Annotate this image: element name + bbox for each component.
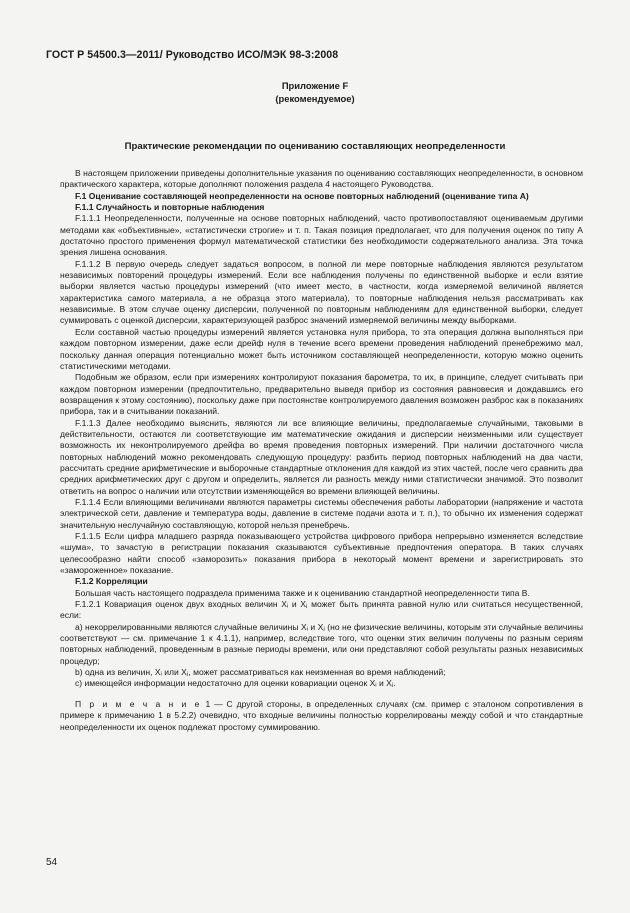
subsection-heading: F.1 Оценивание составляющей неопределенности на основе повторных наблюдений (оценивание типа А) [75, 190, 529, 201]
paragraph: F.1.1.4 Если влияющими величинами являются параметры системы обеспечения работы лаборатории (напряжение и частота электрической сети, давление и температура воды, давление в системе подачи азота и т. п.), то обычно их изменения содержат значительную неслучайную составляющую, которой нельзя пренебречь. [60, 496, 583, 530]
note-text: 1 — С другой стороны, в определенных случаях (см. пример с эталоном сопротивления в примере к примечанию 1 в 5.2.2) очевидно, что входные величины полностью коррелированы между собой и что стандартные неопределенности их оценок подлежат простому суммированию. [60, 698, 583, 732]
paragraph: F.1.1.5 Если цифра младшего разряда показывающего устройства цифрового прибора непрерывно изменяется вследствие «шума», то зачастую в регистрации показания сказываются субъективные предпочтения оператора. В таких случаях целесообразно найти способ «заморозить» показания прибора в некоторый момент времени и зарегистрировать это «замороженное» показание. [60, 531, 583, 576]
note-label: П р и м е ч а н и е [75, 698, 202, 709]
body-text [60, 168, 583, 733]
paragraph: В настоящем приложении приведены дополнительные указания по оцениванию составляющих неопределенности, в основном практического характера, которые дополняют положения раздела 4 настоящего Руководства. [60, 168, 583, 190]
paragraph: F.1.2.1 Ковариация оценок двух входных величин Xᵢ и Xⱼ может быть принята равной нулю или считаться несущественной, если: [60, 599, 583, 621]
list-item: c) имеющейся информации недостаточно для оценки ковариации оценок Xᵢ и Xⱼ. [75, 678, 396, 689]
paragraph: Если составной частью процедуры измерений является установка нуля прибора, то эта операция должна выполняться при каждом повторном измерении, даже если дрейф нуля в течение всего времени проведения наблюдений пренебрежимо мал, поскольку данная операция потенциально может быть источником составляющей неопределенности, которую можно оценить статистическими методами. [60, 326, 583, 371]
paragraph: F.1.1.2 В первую очередь следует задаться вопросом, в полной ли мере повторные наблюдения являются результатом независимых повторений процедуры измерений. Если все наблюдения получены по единственной выборке и если взятие выборки является частью процедуры измерений (что имеет место, в частности, когда измеряемой величиной является характеристика самого материала, а не образца этого материала), то повторные наблюдения нельзя рассматривать как независимые. В этом случае оценку дисперсии, полученной по повторным наблюдениям для единственной выборки, следует суммировать с оценкой дисперсии, характеризующей разброс значений измеряемой величины между выборками. [60, 258, 583, 326]
list-item: a) некоррелированными являются случайные величины Xᵢ и Xⱼ (но не физические величины, которым эти случайные величины соответствуют — см. примечание 1 к 4.1.1), например, вследствие того, что оценки этих величин получены по разным сериям повторных наблюдений, проведенным в разные периоды времени, или они представляют собой результаты разных независимых процедур; [60, 621, 583, 666]
subsection-heading: F.1.1 Случайность и повторные наблюдения [75, 202, 265, 213]
document-header: ГОСТ Р 54500.3—2011/ Руководство ИСО/МЭК 98-3:2008 [46, 49, 339, 61]
page-number: 54 [46, 857, 58, 868]
annex-status: (рекомендуемое) [275, 93, 355, 104]
note [60, 699, 583, 733]
paragraph: Подобным же образом, если при измерениях контролируют показания барометра, то их, в принципе, следует считывать при каждом повторном измерении (предпочтительно, предварительно выведя прибор из состояния равновесия и дождавшись его возвращения к этому состоянию), поскольку даже при постоянстве контролируемого давления возможен разброс как в показаниях прибора, так и в считывании показаний. [60, 372, 583, 417]
list-item: b) одна из величин, Xᵢ или Xⱼ, может рассматриваться как неизменная во время наблюдений; [75, 667, 446, 678]
subsection-heading: F.1.2 Корреляции [75, 576, 148, 587]
paragraph: Большая часть настоящего подраздела применима также и к оцениванию стандартной неопределенности типа В. [75, 587, 530, 598]
annex-label: Приложение F [281, 80, 349, 91]
paragraph: F.1.1.1 Неопределенности, полученные на основе повторных наблюдений, часто противопоставляют оцениваемым другими методами как «объективные», «статистически строгие» и т. п. Такая позиция предполагает, что для получения оценок по типу А достаточно простого применения формул математической статистики без необходимости содержательного анализа. Эта точка зрения лишена основания. [60, 213, 583, 258]
section-title: Практические рекомендации по оцениванию составляющих неопределенности [124, 141, 506, 152]
paragraph: F.1.1.3 Далее необходимо выяснить, являются ли все влияющие величины, предполагаемые случайными, таковыми в действительности, остаются ли соответствующие им математические ожидания и дисперсии неизменными или существует возможность их неконтролируемого дрейфа во время проведения повторных измерений. При наличии достаточного числа повторных наблюдений можно рекомендовать следующую процедуру: разбить период повторных наблюдений на два части, рассчитать средние арифметические и выборочные стандартные отклонения для каждой из этих частей, после чего сравнить два средних арифметических друг с другом и определить, является ли разность между ними статистически значимой. Это позволит ответить на вопрос о наличии или отсутствии изменяющейся во времени влияющей величины. [60, 417, 583, 496]
